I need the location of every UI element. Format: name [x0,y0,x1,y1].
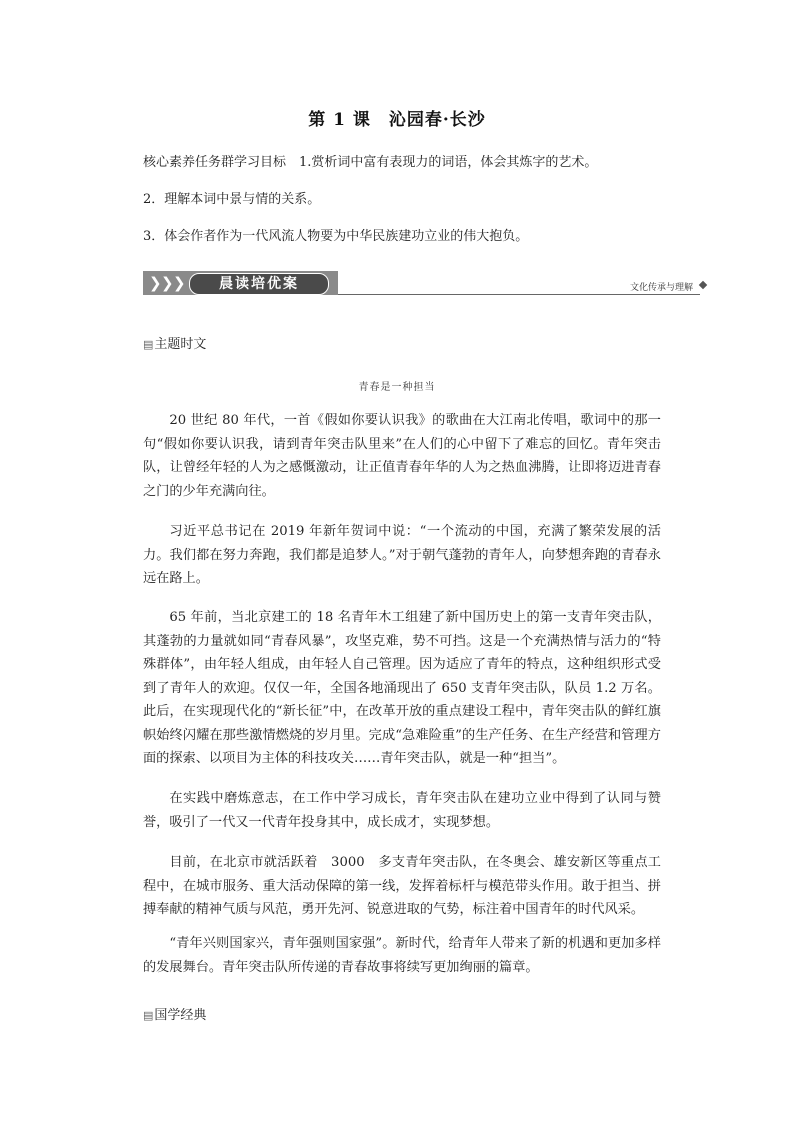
section-marker-icon: ▤ [143,1009,154,1022]
chevron-right-icon: ❯ [173,274,186,292]
lesson-title: 第 1 课 沁园春·长沙 [308,110,486,130]
article-paragraph: 在实践中磨炼意志，在工作中学习成长，青年突击队在建功立业中得到了认同与赞誉，吸引了一代又一代青年投身其中，成长成才，实现梦想。 [143,791,661,830]
article-paragraph: 习近平总书记在 2019 年新年贺词中说：“一个流动的中国，充满了繁荣发展的活力。我们都在努力奔跑，我们都是追梦人。”对于朝气蓬勃的青年人，向梦想奔跑的青春永远在路上。 [143,524,661,586]
chevron-right-icon: ❯ [161,274,174,292]
article-paragraph: “青年兴则国家兴，青年强则国家强”。新时代，给青年人带来了新的机遇和更加多样的发展舞台。青年突击队所传递的青春故事将续写更加绚丽的篇章。 [143,936,661,975]
section-marker-icon: ▤ [143,338,154,351]
chevron-right-icon: ❯ [149,274,162,292]
diamond-icon [699,281,707,289]
banner-divider [338,294,700,295]
objective-3: 3．体会作者作为一代风流人物要为中华民族建功立业的伟大抱负。 [143,229,529,244]
section-heading-classics [143,1004,206,1023]
section-heading-label: 国学经典 [154,1008,207,1023]
article-title: 青春是一种担当 [358,382,436,393]
article-paragraph: 20 世纪 80 年代，一首《假如你要认识我》的歌曲在大江南北传唱，歌词中的那一句“假如你要认识我，请到青年突击队里来”在人们的心中留下了难忘的回忆。青年突击队，让曾经年轻的人为之感慨激动，让正值青春年华的人为之热血沸腾，让即将迈进青春之门的少年充满向往。 [143,413,661,499]
banner-label: 晨读培优案 [189,273,329,295]
section-banner [143,271,703,297]
objective-2: 2．理解本词中景与情的关系。 [143,192,321,207]
article-paragraph: 65 年前，当北京建工的 18 名青年木工组建了新中国历史上的第一支青年突击队，其蓬勃的力量就如同“青春风暴”，攻坚克难，势不可挡。这是一个充满热情与活力的“特殊群体”，由年轻人组成，由年轻人自己管理。因为适应了青年的特点，这种组织形式受到了青年人的欢迎。仅仅一年，全国各地涌现出了 650 支青年突击队，队员 1.2 万名。此后，在实现现代化的“新长征”中，在改革开放的重点建设工程中，青年突击队的鲜红旗帜始终闪耀在那些激情燃烧的岁月里。完成“急难险重”的生产任务、在生产经营和管理方面的探索、以项目为主体的科技攻关……青年突击队，就是一种“担当”。 [143,610,661,766]
article-paragraph: 目前，在北京市就活跃着 3000 多支青年突击队，在冬奥会、雄安新区等重点工程中，在城市服务、重大活动保障的第一线，发挥着标杆与模范带头作用。敢于担当、拼搏奉献的精神气质与风范，勇开先河、锐意进取的气势，标注着中国青年的时代风采。 [143,855,661,917]
section-heading-theme [143,333,206,352]
banner-tag: 文化传承与理解 [629,283,693,293]
section-heading-label: 主题时文 [154,337,207,352]
objective-1: 核心素养任务群学习目标 1.赏析词中富有表现力的词语，体会其炼字的艺术。 [143,155,598,170]
